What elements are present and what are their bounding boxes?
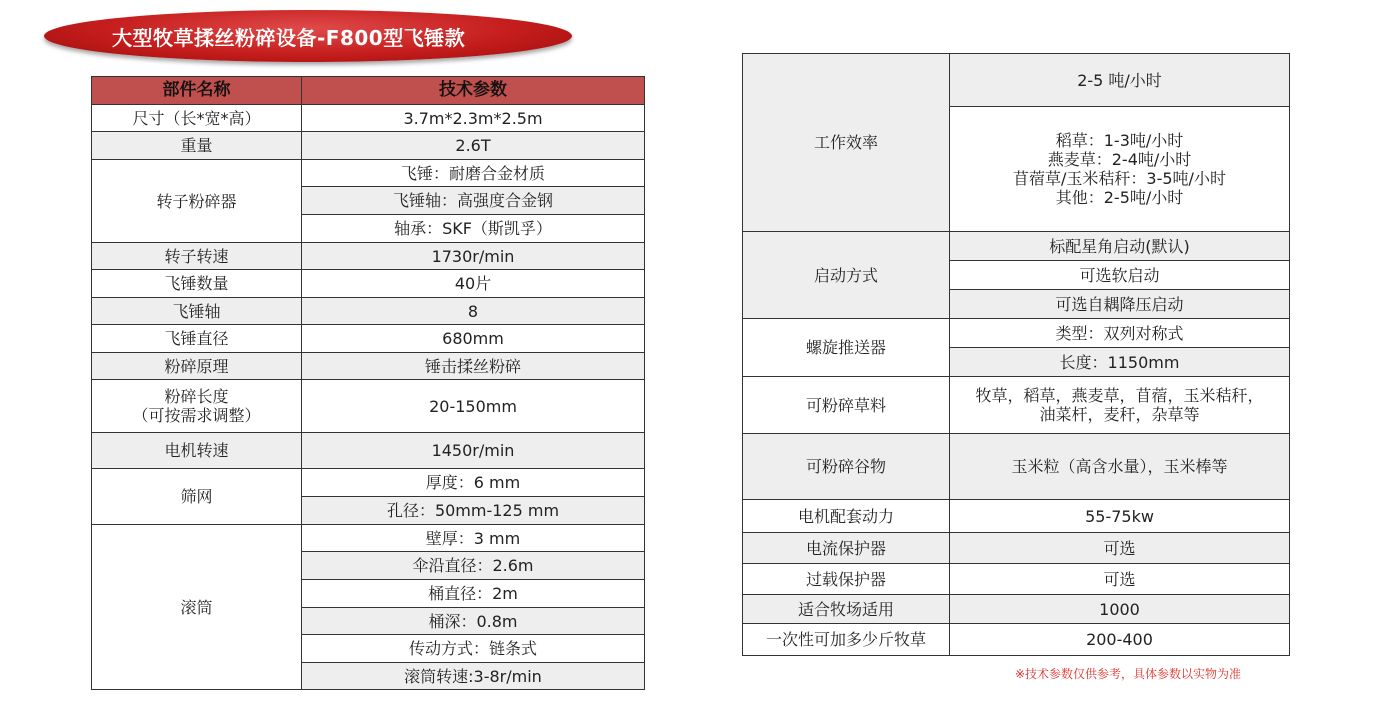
param-name-cell: 电机配套动力 (743, 500, 950, 533)
left-header-row (92, 77, 645, 105)
param-value-cell: 40片 (302, 270, 645, 298)
param-value-cell: 壁厚：3 mm (302, 525, 645, 552)
param-name-cell: 一次性可加多少斤牧草 (743, 624, 950, 656)
param-value-cell: 玉米粒（高含水量），玉米棒等 (950, 434, 1290, 500)
right-row (743, 377, 1290, 434)
left-row (92, 160, 645, 187)
param-value-cell: 滚筒转速:3-8r/min (302, 663, 645, 690)
param-value-cell: 桶深：0.8m (302, 608, 645, 635)
left-row (92, 243, 645, 270)
param-name-cell: 启动方式 (743, 232, 950, 319)
param-value-cell: 类型：双列对称式 (950, 319, 1290, 348)
param-value-cell: 牧草，稻草，燕麦草，苜蓿，玉米秸秆， 油菜杆，麦秆，杂草等 (950, 377, 1290, 434)
param-value-cell: 传动方式：链条式 (302, 635, 645, 663)
right-row (743, 319, 1290, 348)
param-name-cell: 筛网 (92, 469, 302, 525)
param-name-cell: 适合牧场适用 (743, 595, 950, 624)
param-value-cell: 可选 (950, 533, 1290, 564)
param-value-cell: 稻草：1-3吨/小时 燕麦草：2-4吨/小时 苜蓿草/玉米秸秆：3-5吨/小时 其他：2-5吨/小时 (950, 107, 1290, 232)
param-name-cell: 工作效率 (743, 54, 950, 232)
footnote: ※技术参数仅供参考，具体参数以实物为准 (1015, 667, 1242, 681)
param-value-cell: 1450r/min (302, 433, 645, 469)
param-value-cell: 桶直径：2m (302, 580, 645, 608)
param-value-cell: 锤击揉丝粉碎 (302, 353, 645, 380)
left-row (92, 270, 645, 298)
param-value-cell: 1000 (950, 595, 1290, 624)
param-value-cell: 2-5 吨/小时 (950, 54, 1290, 107)
right-row (743, 434, 1290, 500)
param-value-cell: 可选软启动 (950, 261, 1290, 290)
left-row (92, 353, 645, 380)
param-name-cell: 飞锤直径 (92, 325, 302, 353)
param-value-cell: 长度：1150mm (950, 348, 1290, 377)
param-name-cell: 过载保护器 (743, 564, 950, 595)
page-title: 大型牧草揉丝粉碎设备-F800型飞锤款 (112, 26, 466, 50)
param-value-cell: 可选自耦降压启动 (950, 290, 1290, 319)
param-value-cell: 55-75kw (950, 500, 1290, 533)
param-value-cell: 伞沿直径：2.6m (302, 552, 645, 580)
param-name-cell: 可粉碎谷物 (743, 434, 950, 500)
right-row (743, 564, 1290, 595)
left-row (92, 298, 645, 325)
param-name-cell: 飞锤轴 (92, 298, 302, 325)
param-value-cell: 2.6T (302, 132, 645, 160)
left-row (92, 105, 645, 132)
right-row (743, 54, 1290, 107)
param-value-cell: 飞锤轴：高强度合金钢 (302, 187, 645, 215)
param-name-cell: 尺寸（长*宽*高） (92, 105, 302, 132)
param-name-cell: 转子粉碎器 (92, 160, 302, 243)
param-name-cell: 重量 (92, 132, 302, 160)
param-value-cell: 200-400 (950, 624, 1290, 656)
param-value-cell: 20-150mm (302, 380, 645, 433)
left-row (92, 380, 645, 433)
param-name-cell: 滚筒 (92, 525, 302, 690)
left-row (92, 469, 645, 497)
param-name-cell: 飞锤数量 (92, 270, 302, 298)
right-row (743, 624, 1290, 656)
left-row (92, 325, 645, 353)
param-name-cell: 粉碎原理 (92, 353, 302, 380)
param-value-cell: 飞锤：耐磨合金材质 (302, 160, 645, 187)
param-name-cell: 电流保护器 (743, 533, 950, 564)
param-value-cell: 轴承：SKF（斯凯孚） (302, 215, 645, 243)
param-value-cell: 1730r/min (302, 243, 645, 270)
right-row (743, 595, 1290, 624)
param-value-cell: 厚度：6 mm (302, 469, 645, 497)
param-value-cell: 680mm (302, 325, 645, 353)
param-value-cell: 3.7m*2.3m*2.5m (302, 105, 645, 132)
left-row (92, 132, 645, 160)
header-tech-params: 技术参数 (302, 77, 645, 105)
left-row (92, 525, 645, 552)
param-value-cell: 可选 (950, 564, 1290, 595)
param-value-cell: 8 (302, 298, 645, 325)
left-row (92, 433, 645, 469)
param-name-cell: 可粉碎草料 (743, 377, 950, 434)
param-name-cell: 电机转速 (92, 433, 302, 469)
right-row (743, 533, 1290, 564)
param-name-cell: 螺旋推送器 (743, 319, 950, 377)
left-spec-table (91, 76, 645, 690)
param-name-cell: 转子转速 (92, 243, 302, 270)
param-name-cell: 粉碎长度 （可按需求调整） (92, 380, 302, 433)
param-value-cell: 标配星角启动(默认) (950, 232, 1290, 261)
right-row (743, 232, 1290, 261)
right-spec-table (742, 53, 1290, 656)
header-component-name: 部件名称 (92, 77, 302, 105)
right-row (743, 500, 1290, 533)
param-value-cell: 孔径：50mm-125 mm (302, 497, 645, 525)
